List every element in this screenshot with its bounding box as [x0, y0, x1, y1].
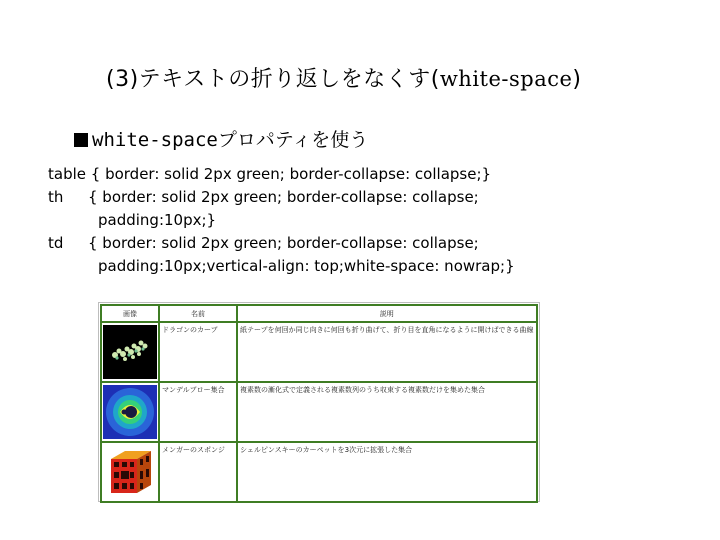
row-description: 紙テープを何回か同じ向きに何回も折り曲げて、折り目を直角になるように開けばできる曲線: [237, 322, 537, 382]
code-line-th: [48, 186, 515, 209]
square-bullet-icon: [74, 133, 88, 147]
code-rule-th: { border: solid 2px green; border-collapse: collapse;: [88, 188, 479, 206]
mandelbrot-image: [103, 385, 157, 439]
code-line-td-cont: padding:10px;vertical-align: top;white-space: nowrap;}: [98, 257, 515, 275]
code-selector-th: th: [48, 188, 64, 206]
dragon-curve-image: [103, 325, 157, 379]
menger-sponge-image: [103, 445, 157, 499]
row-name: メンガーのスポンジ: [159, 442, 237, 502]
header-image: 画像: [101, 305, 159, 322]
css-code-block: [48, 163, 515, 278]
image-cell: [101, 322, 159, 382]
subtitle-text: white-spaceプロパティを使う: [92, 129, 369, 151]
demo-screenshot: [98, 302, 540, 502]
slide-title-close: ): [572, 67, 582, 92]
image-cell: [101, 442, 159, 502]
code-selector-td: td: [48, 234, 64, 252]
header-name: 名前: [159, 305, 237, 322]
header-description: 説明: [237, 305, 537, 322]
row-description: シェルピンスキーのカーペットを3次元に拡張した集合: [237, 442, 537, 502]
code-line-td: [48, 232, 515, 255]
image-cell: [101, 382, 159, 442]
slide-title-en: white-space: [439, 67, 573, 91]
row-description: 複素数の漸化式で定義される複素数列のうち収束する複素数だけを集めた集合: [237, 382, 537, 442]
code-line-table: table { border: solid 2px green; border-collapse: collapse;}: [48, 165, 492, 183]
code-line-th-cont: padding:10px;}: [98, 211, 217, 229]
slide-title-jp: (3)テキストの折り返しをなくす(: [106, 67, 440, 92]
row-name: マンデルブロー集合: [159, 382, 237, 442]
table-header-row: [101, 305, 537, 322]
subtitle: [74, 125, 368, 152]
demo-table: [100, 304, 538, 503]
row-name: ドラゴンのカーブ: [159, 322, 237, 382]
table-row: [101, 382, 537, 442]
table-row: [101, 322, 537, 382]
slide-title: [106, 62, 582, 93]
table-row: [101, 442, 537, 502]
code-rule-td: { border: solid 2px green; border-collapse: collapse;: [88, 234, 479, 252]
